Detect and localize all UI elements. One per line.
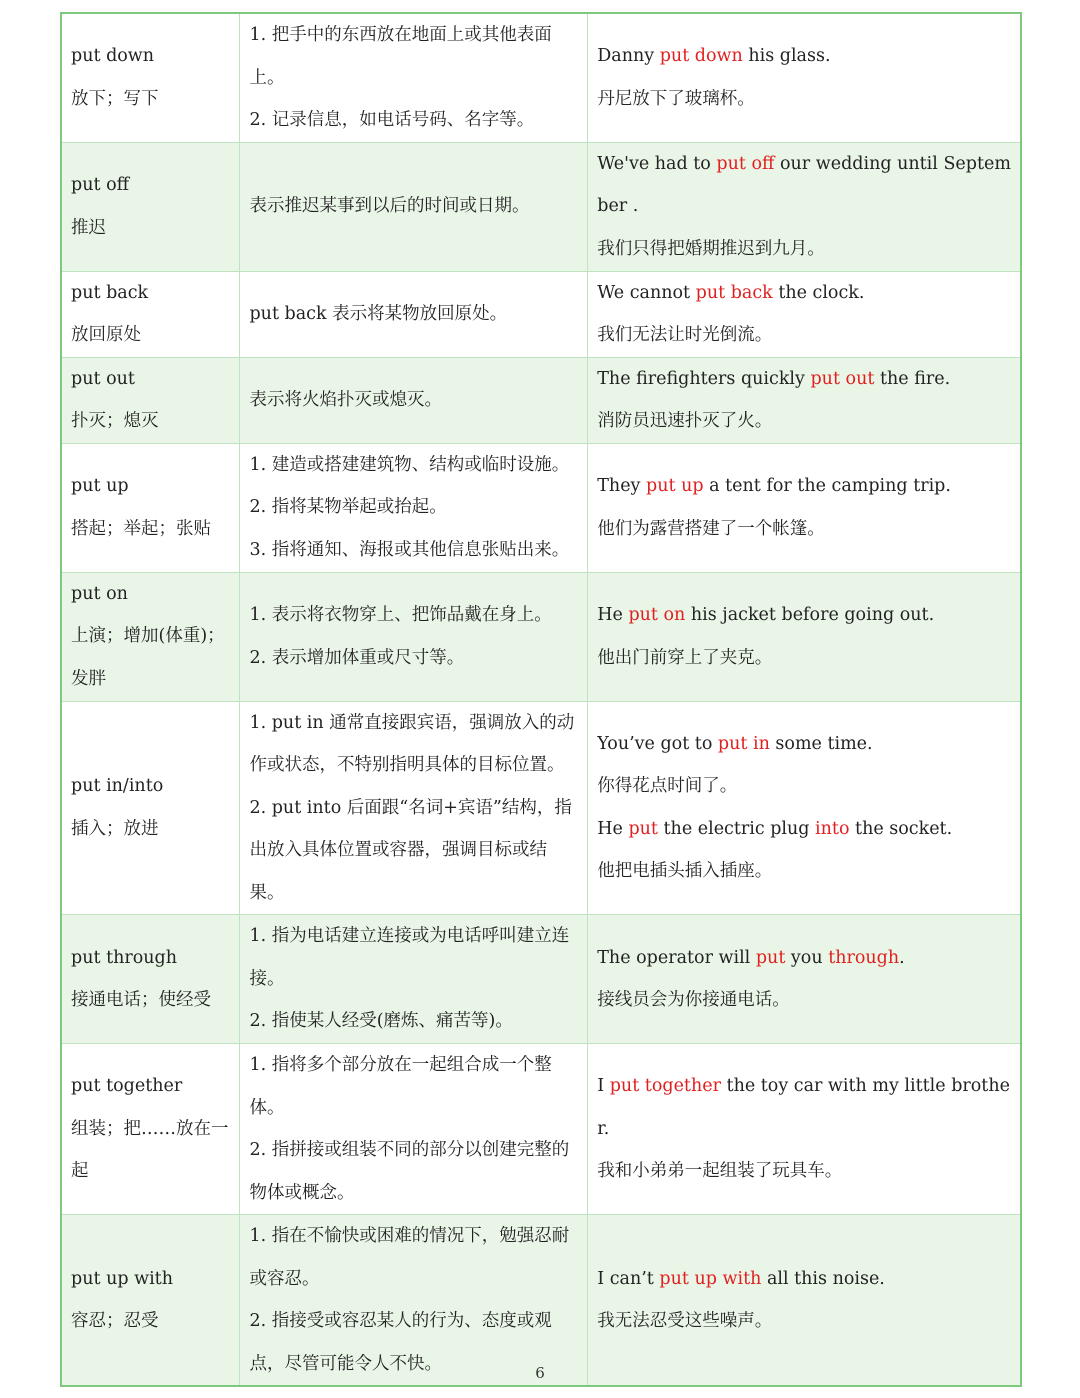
explanation-item: 1. 指为电话建立连接或为电话呼叫建立连接。 — [249, 926, 570, 989]
phrase-cell — [61, 572, 240, 701]
phrase-table — [60, 12, 1022, 1387]
phrase-meaning: 组装；把……放在一起 — [71, 1118, 229, 1182]
example-translation: 消防员迅速扑灭了火。 — [597, 411, 773, 431]
phrase-cell — [61, 1044, 240, 1215]
example-cell — [588, 142, 1021, 271]
table-row — [61, 357, 1021, 443]
phrase-meaning: 插入；放进 — [71, 818, 159, 839]
example-sentence — [597, 808, 1011, 851]
phrase-meaning: 容忍；忍受 — [71, 1311, 159, 1331]
phrase: put in/into — [71, 776, 164, 797]
example-sentence — [597, 272, 1011, 315]
explanation-item: 2. 指接受或容忍某人的行为、态度或观点，尽管可能令人不快。 — [249, 1311, 552, 1374]
explanation-item: 1. 把手中的东西放在地面上或其他表面上。 — [249, 25, 552, 88]
explanation-item: 3. 指将通知、海报或其他信息张贴出来。 — [249, 539, 570, 560]
phrase-cell — [61, 443, 240, 572]
example-sentence — [597, 1258, 1011, 1301]
example-text: They — [597, 476, 646, 496]
explanation-item: 1. 指在不愉快或困难的情况下，勉强忍耐或容忍。 — [249, 1226, 570, 1289]
example-cell — [588, 443, 1021, 572]
example-text: The operator will — [597, 947, 756, 968]
phrase: put back — [71, 282, 149, 303]
explanation-item: 表示推迟某事到以后的时间或日期。 — [249, 196, 530, 217]
example-text: all this noise. — [761, 1268, 885, 1289]
example-cell — [588, 357, 1021, 443]
highlighted-phrase: put off — [716, 153, 775, 174]
phrase-cell — [61, 1215, 240, 1387]
table-row — [61, 1215, 1021, 1387]
highlighted-phrase: through — [828, 947, 900, 968]
phrase-table-body — [61, 13, 1021, 1386]
explanation-item: 2. 指使某人经受(磨炼、痛苦等)。 — [249, 1011, 513, 1032]
example-translation: 他把电插头插入插座。 — [597, 861, 773, 882]
table-row — [61, 271, 1021, 357]
example-text: He — [597, 818, 629, 839]
example-cell — [588, 572, 1021, 701]
explanation-item: 1. put in 通常直接跟宾语，强调放入的动作或状态，不特别指明具体的目标位置。 — [249, 712, 575, 775]
phrase-meaning: 放回原处 — [71, 325, 141, 345]
page-number: 6 — [535, 1364, 545, 1382]
explanation-cell — [240, 915, 588, 1044]
phrase-meaning: 上演；增加(体重)；发胖 — [71, 626, 225, 689]
phrase-cell — [61, 915, 240, 1044]
example-translation: 我无法忍受这些噪声。 — [597, 1311, 773, 1331]
example-text: our wedding until September . — [597, 153, 1011, 217]
highlighted-phrase: put — [755, 947, 786, 968]
example-text: the electric plug — [657, 818, 816, 839]
phrase: put off — [71, 175, 130, 195]
highlighted-phrase: put together — [609, 1076, 721, 1097]
explanation-cell — [240, 142, 588, 271]
explanation-item: 1. 表示将衣物穿上、把饰品戴在身上。 — [249, 605, 552, 625]
example-translation: 他出门前穿上了夹克。 — [597, 647, 773, 668]
highlighted-phrase: put out — [810, 368, 875, 389]
example-translation: 接线员会为你接通电话。 — [597, 990, 790, 1010]
table-row — [61, 701, 1021, 915]
highlighted-phrase: put up — [646, 476, 704, 496]
example-text: a tent for the camping trip. — [703, 476, 951, 496]
table-row — [61, 1044, 1021, 1215]
explanation-item: 1. 指将多个部分放在一起组合成一个整体。 — [249, 1055, 552, 1118]
explanation-cell — [240, 271, 588, 357]
example-text: some time. — [769, 733, 873, 754]
table-row — [61, 13, 1021, 142]
example-cell — [588, 915, 1021, 1044]
explanation-item: 表示将火焰扑灭或熄灭。 — [249, 389, 442, 410]
explanation-cell — [240, 701, 588, 915]
example-text: his jacket before going out. — [685, 605, 935, 625]
phrase-meaning: 放下；写下 — [71, 88, 159, 109]
example-text: The firefighters quickly — [597, 368, 811, 389]
phrase: put up — [71, 476, 129, 496]
highlighted-phrase: put back — [695, 282, 773, 303]
phrase-meaning: 搭起；举起；张贴 — [71, 518, 211, 539]
example-text: I can’t — [597, 1268, 660, 1289]
example-sentence — [597, 723, 1011, 766]
example-sentence — [597, 937, 1011, 980]
example-translation: 他们为露营搭建了一个帐篷。 — [597, 518, 825, 539]
highlighted-phrase: put down — [659, 46, 743, 67]
example-text: . — [899, 947, 905, 968]
example-text: his glass. — [742, 46, 831, 67]
example-text: I — [597, 1076, 610, 1097]
example-cell — [588, 1044, 1021, 1215]
phrase-cell — [61, 271, 240, 357]
phrase: put together — [71, 1076, 183, 1097]
explanation-cell — [240, 443, 588, 572]
example-sentence — [597, 465, 1011, 508]
example-translation: 我们只得把婚期推迟到九月。 — [597, 238, 825, 259]
example-cell — [588, 701, 1021, 915]
explanation-cell — [240, 572, 588, 701]
example-cell — [588, 1215, 1021, 1387]
example-sentence — [597, 358, 1011, 401]
example-text: the toy car with my little brother. — [597, 1076, 1010, 1139]
phrase-cell — [61, 701, 240, 915]
table-row — [61, 443, 1021, 572]
example-translation: 你得花点时间了。 — [597, 776, 738, 797]
explanation-item: 2. 指将某物举起或抬起。 — [249, 497, 447, 518]
example-text: the clock. — [772, 282, 865, 303]
table-row — [61, 915, 1021, 1044]
table-row — [61, 572, 1021, 701]
explanation-cell — [240, 357, 588, 443]
example-text: He — [597, 605, 629, 625]
explanation-item: 2. 表示增加体重或尺寸等。 — [249, 647, 465, 668]
example-text: the fire. — [874, 368, 951, 389]
example-text: We've had to — [597, 153, 717, 174]
phrase-meaning: 推迟 — [71, 217, 106, 238]
phrase: put out — [71, 368, 135, 389]
highlighted-phrase: into — [815, 818, 850, 839]
phrase-cell — [61, 13, 240, 142]
example-sentence — [597, 143, 1011, 228]
example-text: you — [785, 947, 829, 968]
phrase-cell — [61, 357, 240, 443]
example-text: the socket. — [849, 818, 953, 839]
phrase-meaning: 扑灭；熄灭 — [71, 411, 159, 431]
example-text: Danny — [597, 46, 660, 67]
phrase: put up with — [71, 1268, 173, 1289]
highlighted-phrase: put on — [628, 605, 686, 625]
phrase: put through — [71, 947, 178, 968]
explanation-item: 2. 指拼接或组装不同的部分以创建完整的物体或概念。 — [249, 1140, 570, 1203]
example-cell — [588, 13, 1021, 142]
explanation-item: 1. 建造或搭建建筑物、结构或临时设施。 — [249, 454, 570, 475]
explanation-cell — [240, 1215, 588, 1387]
explanation-cell — [240, 1044, 588, 1215]
explanation-item: put back 表示将某物放回原处。 — [249, 303, 508, 324]
explanation-item: 2. 记录信息，如电话号码、名字等。 — [249, 110, 535, 130]
highlighted-phrase: put up with — [659, 1268, 762, 1289]
example-text: We cannot — [597, 282, 696, 303]
phrase: put on — [71, 583, 128, 604]
example-text: You’ve got to — [597, 733, 718, 754]
table-row — [61, 142, 1021, 271]
example-sentence — [597, 35, 1011, 78]
highlighted-phrase: put — [628, 818, 658, 839]
example-translation: 我和小弟弟一起组装了玩具车。 — [597, 1161, 843, 1182]
example-translation: 丹尼放下了玻璃杯。 — [597, 88, 755, 109]
example-sentence — [597, 594, 1011, 637]
example-cell — [588, 271, 1021, 357]
highlighted-phrase: put in — [717, 733, 770, 754]
explanation-item: 2. put into 后面跟“名词+宾语”结构，指出放入具体位置或容器，强调目标或结果。 — [249, 797, 572, 903]
phrase-cell — [61, 142, 240, 271]
example-sentence — [597, 1065, 1011, 1150]
example-translation: 我们无法让时光倒流。 — [597, 325, 773, 345]
explanation-cell — [240, 13, 588, 142]
phrase-meaning: 接通电话；使经受 — [71, 990, 211, 1010]
phrase: put down — [71, 46, 155, 67]
